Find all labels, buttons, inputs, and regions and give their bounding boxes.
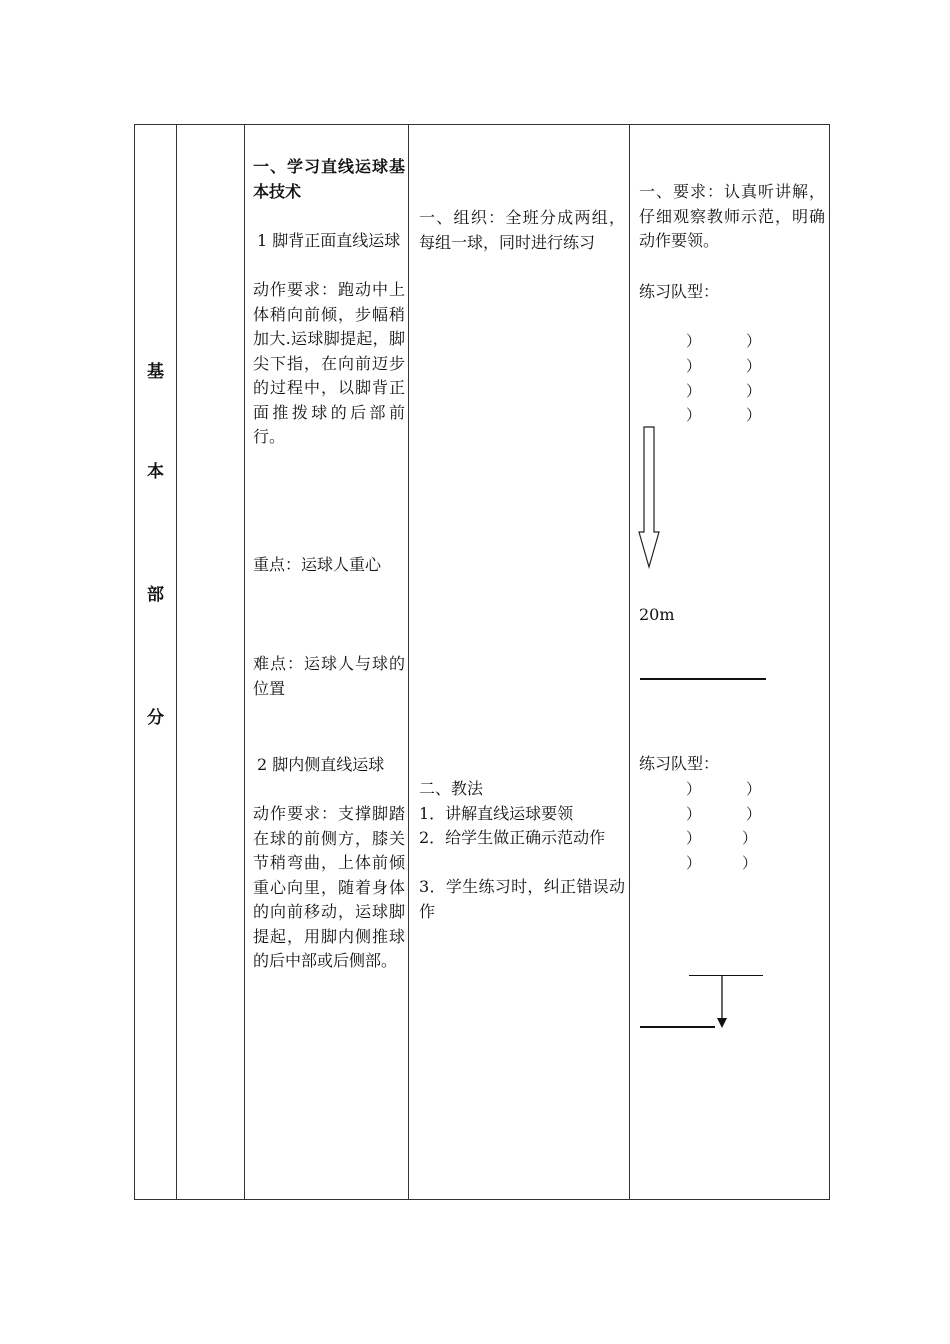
student-marker: ）	[742, 854, 758, 872]
formation-label: 练习队型：	[639, 754, 720, 773]
line-marker	[640, 1026, 715, 1028]
method-title: 二、教法	[419, 779, 484, 798]
method-step: 1．讲解直线运球要领	[419, 804, 574, 823]
student-marker: ）	[686, 829, 702, 847]
down-arrow-icon	[715, 975, 729, 1029]
student-marker: ）	[746, 805, 762, 823]
student-marker: ）	[746, 357, 762, 375]
student-marker: ）	[742, 829, 758, 847]
column-divider	[629, 125, 630, 1199]
column-divider	[244, 125, 245, 1199]
requirements-text: 一、要求：认真听讲解，仔细观察教师示范，明确动作要领。	[639, 182, 825, 250]
student-marker: ）	[686, 780, 702, 798]
student-marker: ）	[746, 780, 762, 798]
content-title: 一、学习直线运球基本技术	[253, 157, 405, 201]
student-marker: ）	[746, 406, 762, 424]
lesson-plan-table	[134, 124, 830, 1200]
section-label-char: 分	[147, 708, 164, 728]
student-marker: ）	[746, 382, 762, 400]
section-label-char: 基	[147, 362, 164, 382]
student-marker: ）	[686, 357, 702, 375]
student-marker: ）	[686, 854, 702, 872]
distance-label: 20m	[639, 605, 675, 624]
section-label-char: 本	[147, 462, 164, 482]
line-marker	[640, 678, 766, 680]
item2-body: 动作要求：支撑脚踏在球的前侧方，膝关节稍弯曲，上体前倾重心向里，随着身体的向前移动，运球脚提起，用脚内侧推球的后中部或后侧部。	[253, 804, 405, 970]
item2-heading: 2 脚内侧直线运球	[257, 755, 385, 774]
item1-heading: 1 脚背正面直线运球	[257, 231, 401, 250]
formation-label: 练习队型：	[639, 282, 720, 301]
organization-text: 一、组织：全班分成两组，每组一球，同时进行练习	[419, 208, 625, 252]
section-label-char: 部	[147, 585, 164, 605]
student-marker: ）	[686, 805, 702, 823]
key-point: 重点：运球人重心	[253, 555, 382, 574]
student-marker: ）	[686, 406, 702, 424]
student-marker: ）	[746, 332, 762, 350]
method-step: 2．给学生做正确示范动作	[419, 828, 606, 847]
down-arrow-icon	[637, 426, 661, 570]
method-step: 3．学生练习时，纠正错误动作	[419, 877, 625, 921]
item1-body: 动作要求：跑动中上体稍向前倾，步幅稍加大.运球脚提起，脚尖下指，在向前迈步的过程中，以脚背正面推拨球的后部前行。	[253, 280, 405, 446]
column-divider	[176, 125, 177, 1199]
column-divider	[408, 125, 409, 1199]
difficulty: 难点：运球人与球的位置	[253, 654, 405, 698]
student-marker: ）	[686, 382, 702, 400]
student-marker: ）	[686, 332, 702, 350]
